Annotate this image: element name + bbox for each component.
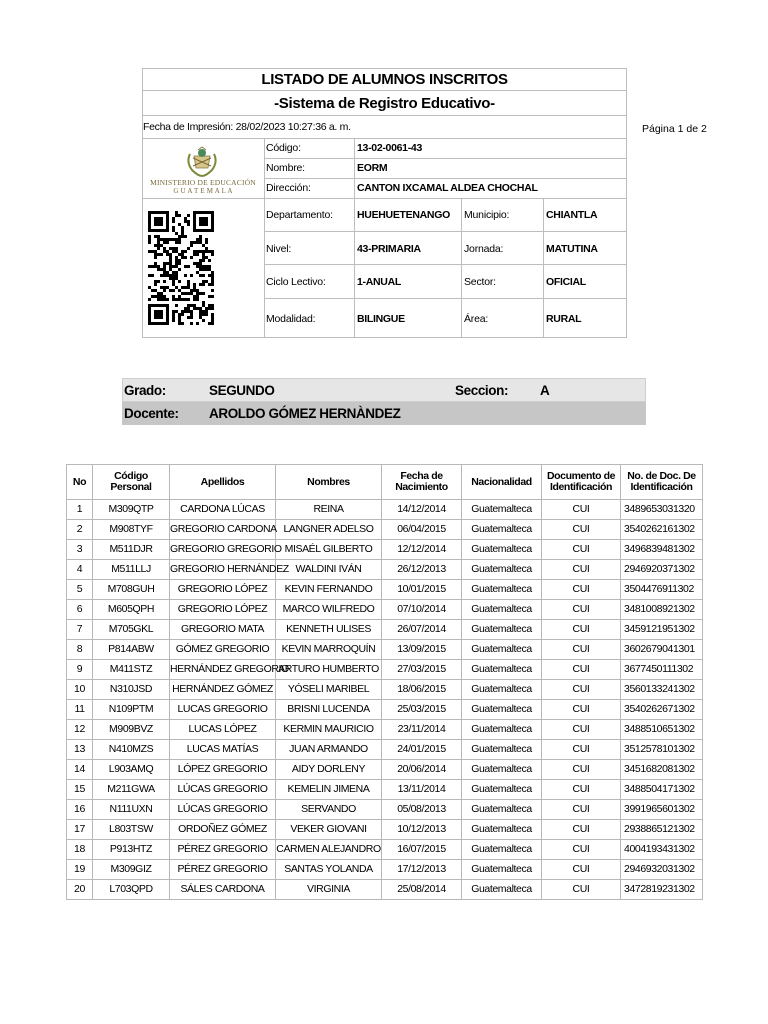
sector-value: OFICIAL: [546, 276, 586, 288]
col-nombres-cell: JUAN ARMANDO: [276, 740, 382, 760]
col-nombres-cell: REINA: [276, 500, 382, 520]
col-apellidos-header: Apellidos: [170, 465, 276, 500]
print-date: Fecha de Impresión: 28/02/2023 10:27:36 a. m.: [143, 121, 351, 133]
col-nombres-cell: VEKER GIOVANI: [276, 820, 382, 840]
area-value: RURAL: [546, 313, 582, 325]
table-row: [67, 700, 703, 720]
col-nombres-cell: SANTAS YOLANDA: [276, 860, 382, 880]
col-documento-cell: CUI: [542, 880, 621, 900]
col-nombres-cell: YÓSELI MARIBEL: [276, 680, 382, 700]
table-row: [67, 820, 703, 840]
col-nombres-cell: WALDINI IVÁN: [276, 560, 382, 580]
col-codigo-personal-cell: L803TSW: [93, 820, 170, 840]
col-codigo-personal-cell: M705GKL: [93, 620, 170, 640]
col-nacionalidad-cell: Guatemalteca: [462, 780, 542, 800]
col-documento-cell: CUI: [542, 860, 621, 880]
col-fecha-nacimiento-cell: 14/12/2014: [382, 500, 462, 520]
col-documento-cell: CUI: [542, 600, 621, 620]
col-codigo-personal-header: Código Personal: [93, 465, 170, 500]
col-codigo-personal-cell: N410MZS: [93, 740, 170, 760]
direccion-value: CANTON IXCAMAL ALDEA CHOCHAL: [357, 182, 538, 194]
col-no-documento-cell: 2938865121302: [621, 820, 703, 840]
col-nacionalidad-cell: Guatemalteca: [462, 500, 542, 520]
col-fecha-nacimiento-cell: 27/03/2015: [382, 660, 462, 680]
col-fecha-nacimiento-cell: 13/11/2014: [382, 780, 462, 800]
col-no-documento-cell: 3560133241302: [621, 680, 703, 700]
col-nacionalidad-cell: Guatemalteca: [462, 620, 542, 640]
ciclo-label: Ciclo Lectivo:: [266, 276, 326, 288]
table-row: [67, 540, 703, 560]
table-row: [67, 880, 703, 900]
col-nacionalidad-cell: Guatemalteca: [462, 680, 542, 700]
col-no-cell: 1: [67, 500, 93, 520]
col-documento-cell: CUI: [542, 720, 621, 740]
col-codigo-personal-cell: P814ABW: [93, 640, 170, 660]
col-nacionalidad-cell: Guatemalteca: [462, 580, 542, 600]
col-fecha-nacimiento-cell: 06/04/2015: [382, 520, 462, 540]
col-fecha-nacimiento-cell: 05/08/2013: [382, 800, 462, 820]
col-nombres-cell: AIDY DORLENY: [276, 760, 382, 780]
col-codigo-personal-cell: M708GUH: [93, 580, 170, 600]
col-nacionalidad-cell: Guatemalteca: [462, 840, 542, 860]
grado-value: SEGUNDO: [209, 383, 275, 398]
col-nacionalidad-cell: Guatemalteca: [462, 600, 542, 620]
col-documento-cell: CUI: [542, 800, 621, 820]
col-fecha-nacimiento-cell: 16/07/2015: [382, 840, 462, 860]
table-row: [67, 740, 703, 760]
col-apellidos-cell: LUCAS GREGORIO: [170, 700, 276, 720]
ministry-logo: [184, 146, 220, 178]
col-fecha-nacimiento-cell: 25/03/2015: [382, 700, 462, 720]
col-fecha-nacimiento-cell: 10/01/2015: [382, 580, 462, 600]
seccion-label: Seccion:: [455, 383, 509, 398]
col-no-documento-cell: 3677450111302: [621, 660, 703, 680]
students-table: [66, 464, 703, 900]
modalidad-label: Modalidad:: [266, 313, 316, 325]
coat-of-arms-icon: [184, 146, 220, 178]
col-fecha-nacimiento-cell: 26/12/2013: [382, 560, 462, 580]
col-nombres-cell: KEVIN MARROQUÍN: [276, 640, 382, 660]
col-codigo-personal-cell: M909BVZ: [93, 720, 170, 740]
col-nacionalidad-cell: Guatemalteca: [462, 700, 542, 720]
col-documento-cell: CUI: [542, 560, 621, 580]
sector-label: Sector:: [464, 276, 496, 288]
seccion-value: A: [540, 383, 550, 398]
table-row: [67, 560, 703, 580]
table-row: [67, 640, 703, 660]
col-apellidos-cell: GREGORIO LÓPEZ: [170, 580, 276, 600]
col-codigo-personal-cell: M908TYF: [93, 520, 170, 540]
col-nombres-cell: MISAÉL GILBERTO: [276, 540, 382, 560]
table-row: [67, 760, 703, 780]
col-no-cell: 13: [67, 740, 93, 760]
col-codigo-personal-cell: P913HTZ: [93, 840, 170, 860]
col-documento-cell: CUI: [542, 700, 621, 720]
col-codigo-personal-cell: N111UXN: [93, 800, 170, 820]
col-nacionalidad-cell: Guatemalteca: [462, 860, 542, 880]
docente-value: AROLDO GÓMEZ HERNÀNDEZ: [209, 406, 401, 421]
col-fecha-nacimiento-cell: 13/09/2015: [382, 640, 462, 660]
col-apellidos-cell: PÉREZ GREGORIO: [170, 860, 276, 880]
col-no-documento-cell: 3512578101302: [621, 740, 703, 760]
col-fecha-nacimiento-cell: 07/10/2014: [382, 600, 462, 620]
col-nombres-cell: KEVIN FERNANDO: [276, 580, 382, 600]
col-nacionalidad-cell: Guatemalteca: [462, 520, 542, 540]
col-no-cell: 17: [67, 820, 93, 840]
col-codigo-personal-cell: M411STZ: [93, 660, 170, 680]
col-no-cell: 7: [67, 620, 93, 640]
col-no-cell: 3: [67, 540, 93, 560]
table-row: [67, 720, 703, 740]
col-nacionalidad-cell: Guatemalteca: [462, 820, 542, 840]
col-no-documento-cell: 3489653031320: [621, 500, 703, 520]
col-no-cell: 18: [67, 840, 93, 860]
col-fecha-nacimiento-cell: 20/06/2014: [382, 760, 462, 780]
ciclo-value: 1-ANUAL: [357, 276, 401, 288]
table-row: [67, 520, 703, 540]
col-codigo-personal-cell: L903AMQ: [93, 760, 170, 780]
col-codigo-personal-cell: M309QTP: [93, 500, 170, 520]
nombre-value: EORM: [357, 162, 388, 174]
municipio-value: CHIANTLA: [546, 209, 598, 221]
col-documento-cell: CUI: [542, 680, 621, 700]
col-apellidos-cell: LÚCAS GREGORIO: [170, 800, 276, 820]
col-nacionalidad-header: Nacionalidad: [462, 465, 542, 500]
col-nacionalidad-cell: Guatemalteca: [462, 540, 542, 560]
table-row: [67, 500, 703, 520]
col-no-documento-cell: 3991965601302: [621, 800, 703, 820]
departamento-value: HUEHUETENANGO: [357, 209, 450, 221]
col-nombres-cell: MARCO WILFREDO: [276, 600, 382, 620]
col-no-documento-cell: 3459121951302: [621, 620, 703, 640]
col-documento-cell: CUI: [542, 640, 621, 660]
col-documento-cell: CUI: [542, 500, 621, 520]
direccion-label: Dirección:: [266, 182, 311, 194]
col-no-header: No: [67, 465, 93, 500]
col-documento-cell: CUI: [542, 580, 621, 600]
col-no-documento-cell: 3451682081302: [621, 760, 703, 780]
col-no-documento-cell: 3602679041301: [621, 640, 703, 660]
col-apellidos-cell: PÉREZ GREGORIO: [170, 840, 276, 860]
col-nacionalidad-cell: Guatemalteca: [462, 720, 542, 740]
col-nombres-cell: SERVANDO: [276, 800, 382, 820]
col-apellidos-cell: GREGORIO HERNÁNDEZ: [170, 560, 276, 580]
table-row: [67, 840, 703, 860]
col-codigo-personal-cell: M511LLJ: [93, 560, 170, 580]
col-documento-cell: CUI: [542, 740, 621, 760]
col-nombres-cell: VIRGINIA: [276, 880, 382, 900]
codigo-value: 13-02-0061-43: [357, 142, 422, 154]
col-apellidos-cell: HERNÁNDEZ GÓMEZ: [170, 680, 276, 700]
col-codigo-personal-cell: M309GIZ: [93, 860, 170, 880]
col-no-cell: 20: [67, 880, 93, 900]
col-no-documento-cell: 3488510651302: [621, 720, 703, 740]
col-no-cell: 15: [67, 780, 93, 800]
col-documento-cell: CUI: [542, 540, 621, 560]
col-nombres-header: Nombres: [276, 465, 382, 500]
col-fecha-nacimiento-cell: 23/11/2014: [382, 720, 462, 740]
col-documento-cell: CUI: [542, 620, 621, 640]
col-no-documento-cell: 3504476911302: [621, 580, 703, 600]
col-apellidos-cell: SÁLES CARDONA: [170, 880, 276, 900]
col-apellidos-cell: CARDONA LÚCAS: [170, 500, 276, 520]
col-no-documento-cell: 4004193431302: [621, 840, 703, 860]
table-row: [67, 800, 703, 820]
col-documento-cell: CUI: [542, 780, 621, 800]
document-title: LISTADO DE ALUMNOS INSCRITOS: [142, 69, 627, 91]
col-documento-cell: CUI: [542, 820, 621, 840]
col-nacionalidad-cell: Guatemalteca: [462, 660, 542, 680]
col-codigo-personal-cell: M511DJR: [93, 540, 170, 560]
col-no-documento-cell: 3481008921302: [621, 600, 703, 620]
col-apellidos-cell: LÓPEZ GREGORIO: [170, 760, 276, 780]
grado-block: [122, 378, 646, 425]
col-fecha-nacimiento-cell: 10/12/2013: [382, 820, 462, 840]
col-nombres-cell: CARMEN ALEJANDRO: [276, 840, 382, 860]
col-fecha-nacimiento-cell: 12/12/2014: [382, 540, 462, 560]
col-fecha-nacimiento-header: Fecha de Nacimiento: [382, 465, 462, 500]
col-nombres-cell: KENNETH ULISES: [276, 620, 382, 640]
col-apellidos-cell: HERNÁNDEZ GREGORIO: [170, 660, 276, 680]
col-no-cell: 14: [67, 760, 93, 780]
col-apellidos-cell: GREGORIO MATA: [170, 620, 276, 640]
docente-label: Docente:: [124, 406, 179, 421]
col-codigo-personal-cell: M605QPH: [93, 600, 170, 620]
table-row: [67, 780, 703, 800]
col-apellidos-cell: GREGORIO LÓPEZ: [170, 600, 276, 620]
table-row: [67, 660, 703, 680]
col-documento-header: Documento de Identificación: [542, 465, 621, 500]
table-row: [67, 680, 703, 700]
col-codigo-personal-cell: N310JSD: [93, 680, 170, 700]
qr-code: [148, 211, 214, 325]
nombre-label: Nombre:: [266, 162, 305, 174]
col-documento-cell: CUI: [542, 760, 621, 780]
col-fecha-nacimiento-cell: 17/12/2013: [382, 860, 462, 880]
col-no-cell: 5: [67, 580, 93, 600]
col-nacionalidad-cell: Guatemalteca: [462, 740, 542, 760]
municipio-label: Municipio:: [464, 209, 510, 221]
col-documento-cell: CUI: [542, 660, 621, 680]
col-no-documento-header: No. de Doc. De Identificación: [621, 465, 703, 500]
col-fecha-nacimiento-cell: 24/01/2015: [382, 740, 462, 760]
col-no-cell: 10: [67, 680, 93, 700]
jornada-value: MATUTINA: [546, 243, 598, 255]
col-nombres-cell: LANGNER ADELSO: [276, 520, 382, 540]
col-codigo-personal-cell: N109PTM: [93, 700, 170, 720]
nivel-value: 43-PRIMARIA: [357, 243, 421, 255]
col-apellidos-cell: LUCAS MATÍAS: [170, 740, 276, 760]
page-indicator: Página 1 de 2: [642, 123, 707, 135]
col-nombres-cell: KERMIN MAURICIO: [276, 720, 382, 740]
col-no-cell: 4: [67, 560, 93, 580]
col-apellidos-cell: ORDOÑEZ GÓMEZ: [170, 820, 276, 840]
col-nombres-cell: ARTURO HUMBERTO: [276, 660, 382, 680]
col-apellidos-cell: GREGORIO GREGORIO: [170, 540, 276, 560]
col-fecha-nacimiento-cell: 26/07/2014: [382, 620, 462, 640]
table-row: [67, 860, 703, 880]
col-no-documento-cell: 3496839481302: [621, 540, 703, 560]
col-no-documento-cell: 3488504171302: [621, 780, 703, 800]
col-no-cell: 6: [67, 600, 93, 620]
col-no-documento-cell: 3472819231302: [621, 880, 703, 900]
col-no-documento-cell: 3540262161302: [621, 520, 703, 540]
table-row: [67, 600, 703, 620]
col-no-cell: 8: [67, 640, 93, 660]
col-no-cell: 19: [67, 860, 93, 880]
col-no-documento-cell: 2946920371302: [621, 560, 703, 580]
jornada-label: Jornada:: [464, 243, 504, 255]
modalidad-value: BILINGUE: [357, 313, 405, 325]
col-nombres-cell: BRISNI LUCENDA: [276, 700, 382, 720]
col-documento-cell: CUI: [542, 520, 621, 540]
col-no-cell: 9: [67, 660, 93, 680]
col-nacionalidad-cell: Guatemalteca: [462, 560, 542, 580]
col-codigo-personal-cell: L703QPD: [93, 880, 170, 900]
document-subtitle: -Sistema de Registro Educativo-: [142, 92, 627, 116]
grado-label: Grado:: [124, 383, 166, 398]
col-apellidos-cell: LÚCAS GREGORIO: [170, 780, 276, 800]
col-apellidos-cell: LUCAS LÓPEZ: [170, 720, 276, 740]
col-fecha-nacimiento-cell: 25/08/2014: [382, 880, 462, 900]
col-no-documento-cell: 3540262671302: [621, 700, 703, 720]
col-apellidos-cell: GREGORIO CARDONA: [170, 520, 276, 540]
col-nacionalidad-cell: Guatemalteca: [462, 760, 542, 780]
table-header-row: [67, 465, 703, 500]
table-body: [67, 500, 703, 900]
logo-caption: MINISTERIO DE EDUCACIÓN G U A T E M A L A: [150, 178, 256, 195]
area-label: Área:: [464, 313, 489, 325]
col-nacionalidad-cell: Guatemalteca: [462, 800, 542, 820]
col-no-cell: 12: [67, 720, 93, 740]
col-codigo-personal-cell: M211GWA: [93, 780, 170, 800]
col-no-cell: 16: [67, 800, 93, 820]
col-fecha-nacimiento-cell: 18/06/2015: [382, 680, 462, 700]
nivel-label: Nivel:: [266, 243, 292, 255]
col-apellidos-cell: GÓMEZ GREGORIO: [170, 640, 276, 660]
departamento-label: Departamento:: [266, 209, 333, 221]
col-nacionalidad-cell: Guatemalteca: [462, 640, 542, 660]
table-row: [67, 620, 703, 640]
col-documento-cell: CUI: [542, 840, 621, 860]
col-nombres-cell: KEMELIN JIMENA: [276, 780, 382, 800]
col-nacionalidad-cell: Guatemalteca: [462, 880, 542, 900]
col-no-cell: 11: [67, 700, 93, 720]
col-no-cell: 2: [67, 520, 93, 540]
codigo-label: Código:: [266, 142, 301, 154]
col-no-documento-cell: 2946932031302: [621, 860, 703, 880]
table-row: [67, 580, 703, 600]
